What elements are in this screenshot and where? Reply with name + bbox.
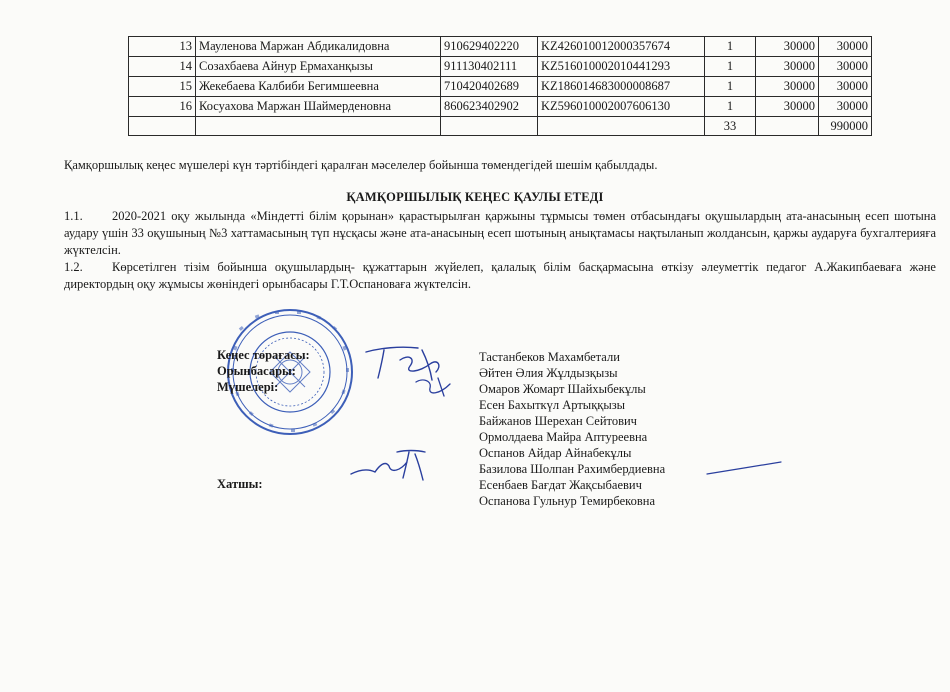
table-row [129,97,872,117]
members-list [479,349,665,509]
row-qty: 1 [705,97,756,117]
intro-text: Қамқоршылық кеңес мүшелері күн тәртібіндегі қаралған мәселелер бойынша төмендегідей шешім қабылдады. [64,158,658,172]
secretary-signature [345,444,445,490]
member-name: Оспанов Айдар Айнабекұлы [479,446,632,460]
member-name: Әйтен Әлия Жұлдызқызы [479,366,618,380]
row-iin: 910629402220 [441,37,538,57]
row-name: Косуахова Маржан Шаймерденовна [196,97,441,117]
total-empty-cell [756,117,819,136]
chair-label: Кеңес төрағасы: [217,348,310,362]
row-price: 30000 [756,37,819,57]
item-text: 2020-2021 оқу жылында «Міндетті білім қорынан» қарастырылған қаржыны тұрмысы төмен отбасындағы оқушылардың ата-анасының есеп шотына аудару үшін 33 оқушының №3 хаттамасының түп нұсқасы және ата-анасының есеп шотының анықтамасы нақтыланып жолдансын, қаржы аударуға бухгалтерияға жүктелсін. [64,209,936,257]
members-label: Мүшелері: [217,380,279,394]
row-name: Жекебаева Калбиби Бегимшеевна [196,77,441,97]
row-qty: 1 [705,57,756,77]
row-qty: 1 [705,37,756,57]
row-name: Мауленова Маржан Абдикалидовна [196,37,441,57]
secretary-label: Хатшы: [217,477,263,491]
row-sum: 30000 [819,77,872,97]
row-number: 13 [129,37,196,57]
member-name: Есен Бахыткүл Артыққызы [479,398,626,412]
row-account: KZ426010012000357674 [538,37,705,57]
total-empty-cell [538,117,705,136]
students-table [128,36,872,136]
row-price: 30000 [756,97,819,117]
row-account: KZ186014683000008687 [538,77,705,97]
table-row [129,57,872,77]
member-name: Тастанбеков Махамбетали [479,350,620,364]
row-number: 14 [129,57,196,77]
row-sum: 30000 [819,97,872,117]
total-empty-cell [196,117,441,136]
table-total-row [129,117,872,136]
row-sum: 30000 [819,37,872,57]
item-text: Көрсетілген тізім бойынша оқушылардың- құжаттарын жүйелеп, қалалық білім басқармасына өткізу әлеуметтік педагог А.Жакипбаеваға және директордың оқу жұмысы жөніндегі орынбасары Г.Т.Оспановаға жүктелсін. [64,260,936,291]
total-empty-cell [129,117,196,136]
member-name: Байжанов Шерехан Сейтович [479,414,637,428]
deputy-label: Орынбасары: [217,364,296,378]
resolution-item [64,259,944,295]
member-name: Базилова Шолпан Рахимбердиевна [479,462,666,476]
item-number: 1.1. [64,209,83,223]
member-name: Оспанова Гульнур Темирбековна [479,494,655,508]
row-number: 16 [129,97,196,117]
total-qty: 33 [705,117,756,136]
row-name: Созахбаева Айнур Ермаханқызы [196,57,441,77]
row-iin: 860623402902 [441,97,538,117]
row-sum: 30000 [819,57,872,77]
row-iin: 911130402111 [441,57,538,77]
member-name: Омаров Жомарт Шайхыбекұлы [479,382,646,396]
row-qty: 1 [705,77,756,97]
row-iin: 710420402689 [441,77,538,97]
total-empty-cell [441,117,538,136]
table-row [129,77,872,97]
item-number: 1.2. [64,260,83,274]
total-sum: 990000 [819,117,872,136]
member-name: Есенбаев Бағдат Жақсыбаевич [479,478,642,492]
row-number: 15 [129,77,196,97]
pen-stroke [705,458,785,478]
row-price: 30000 [756,57,819,77]
row-account: KZ516010002010441293 [538,57,705,77]
resolution-heading: ҚАМҚОРШЫЛЫҚ КЕҢЕС ҚАУЛЫ ЕТЕДІ [346,190,604,204]
resolution-item [64,208,944,260]
row-account: KZ596010002007606130 [538,97,705,117]
table-row [129,37,872,57]
chair-signature [360,338,470,402]
member-name: Ормолдаева Майра Аптуреевна [479,430,648,444]
row-price: 30000 [756,77,819,97]
